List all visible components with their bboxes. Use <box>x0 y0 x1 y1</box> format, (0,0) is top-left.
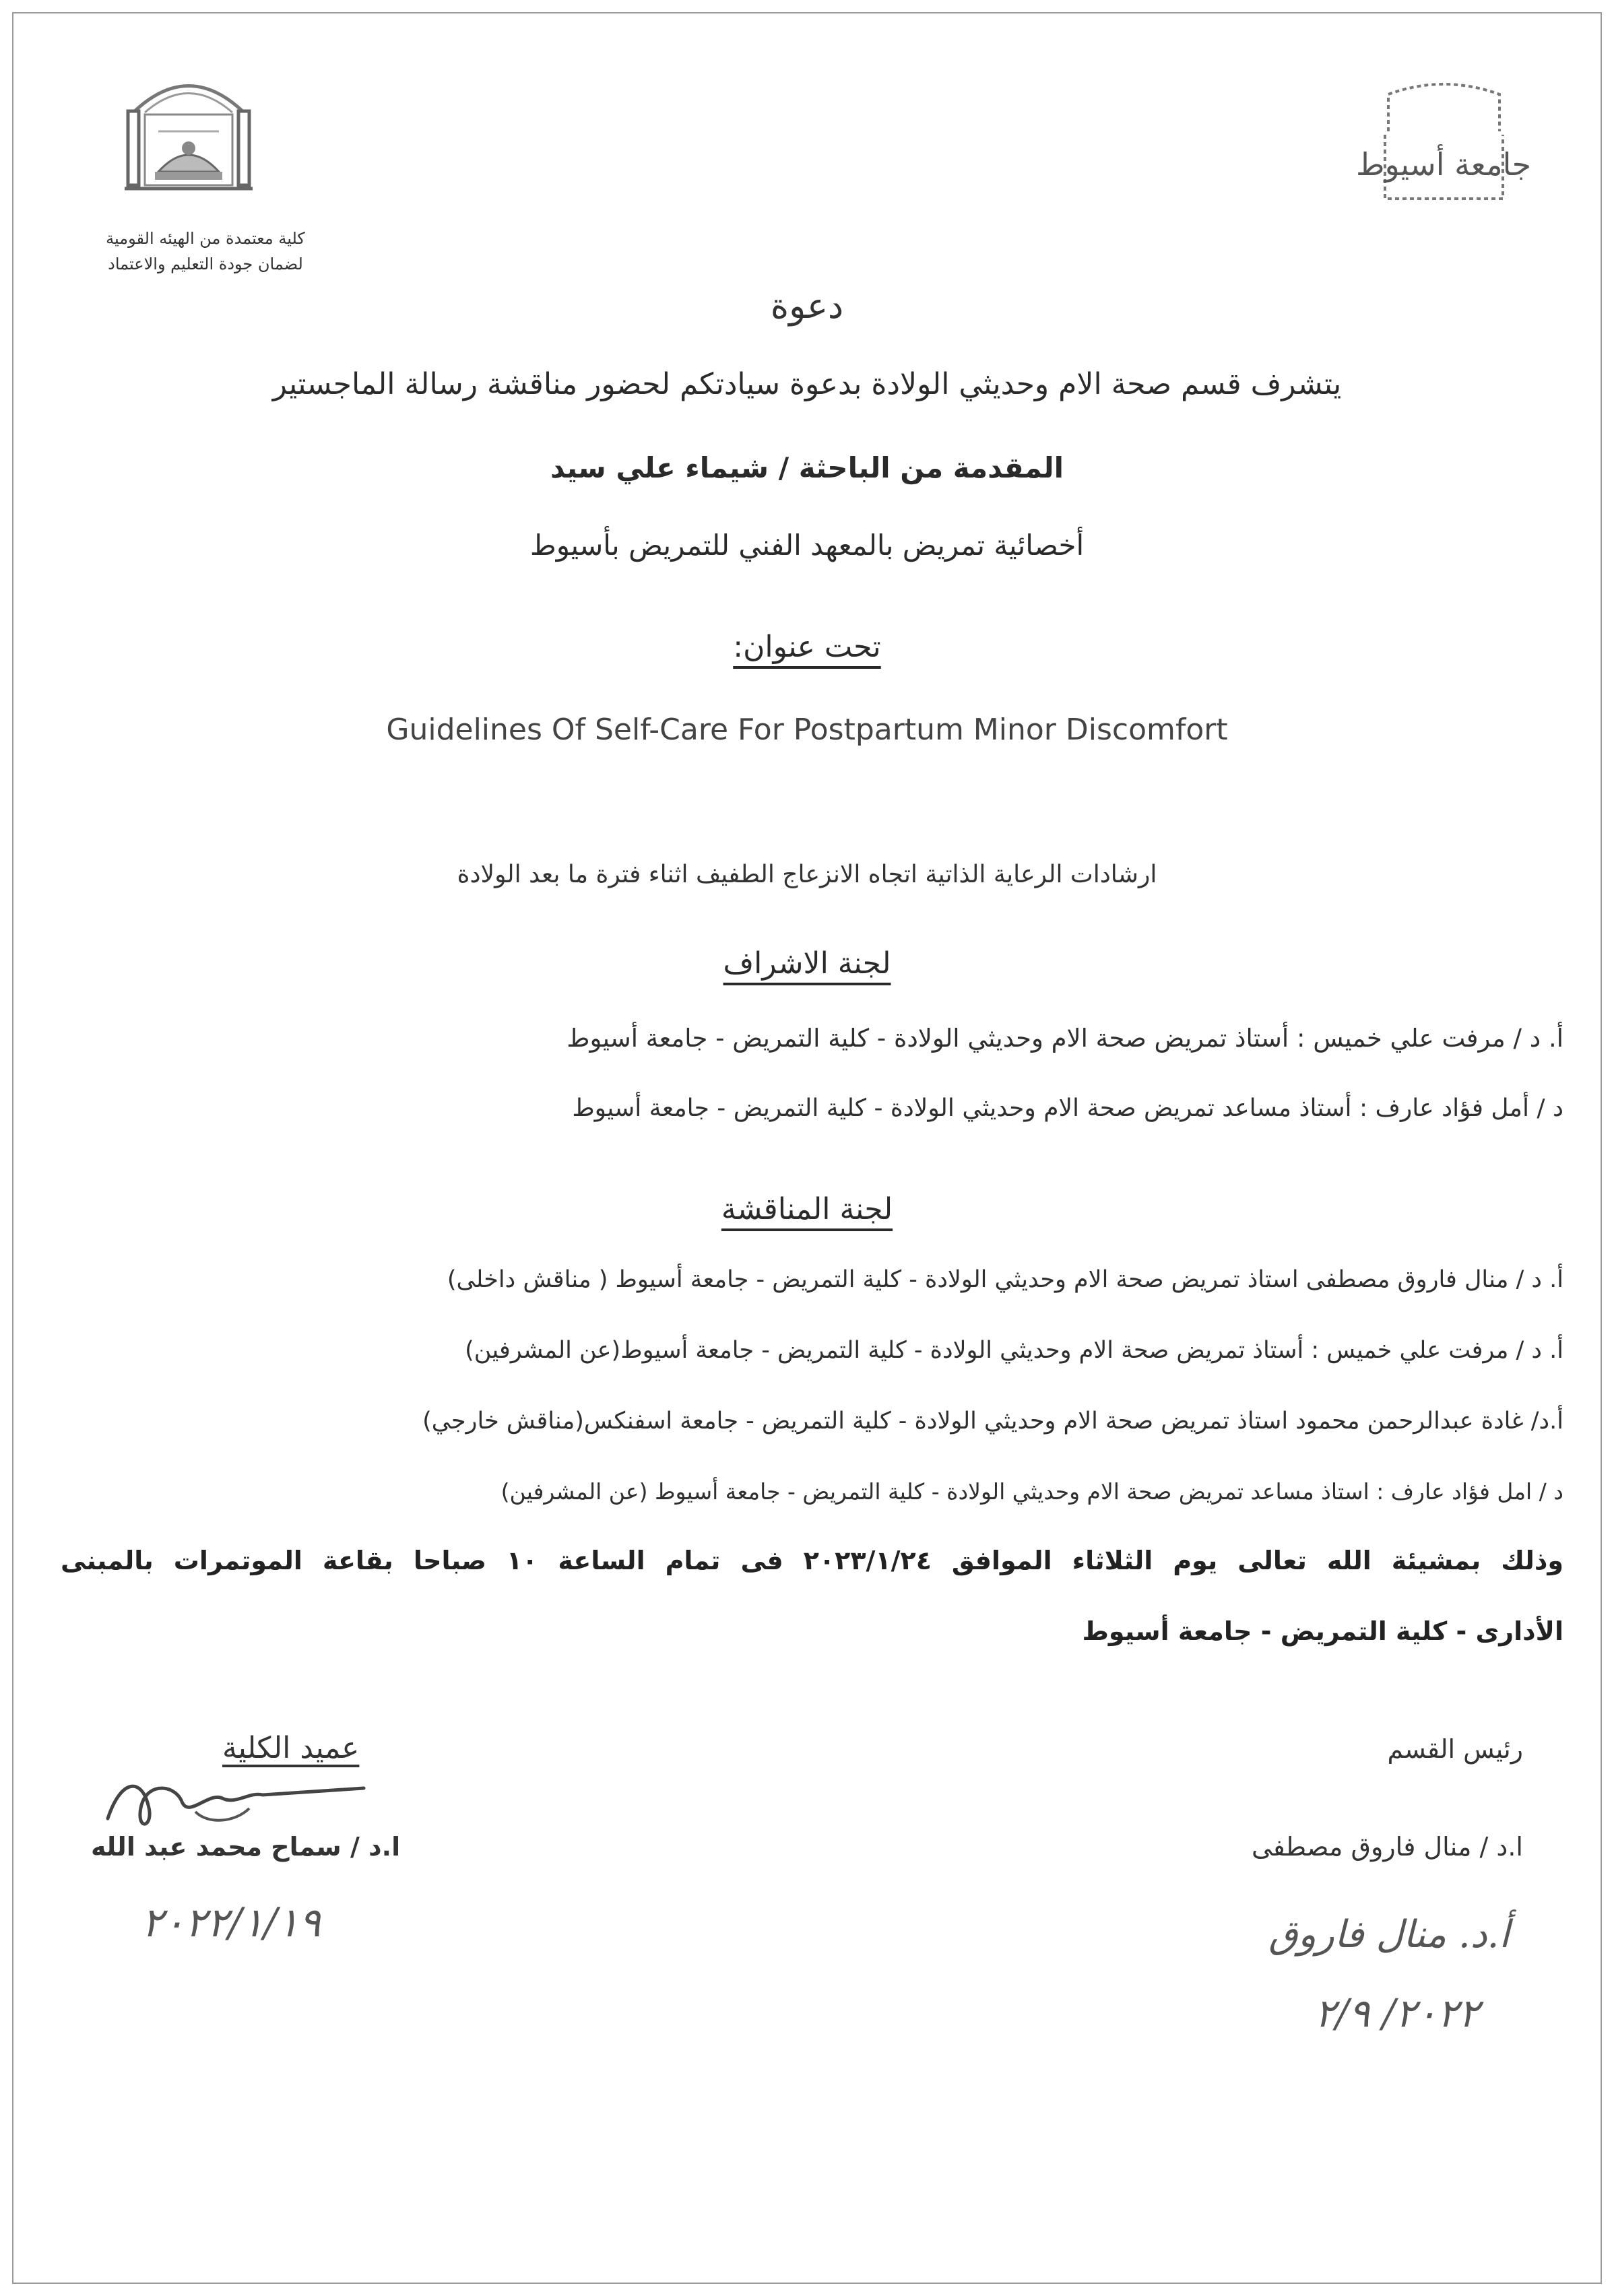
examiner-item: أ.د/ غادة عبدالرحمن محمود استاذ تمريض صحة الام وحديثي الولادة - كلية التمريض - جامعة اسفنكس(مناقش خارجي) <box>422 1408 1563 1435</box>
examiner-item: د / امل فؤاد عارف : استاذ مساعد تمريض صحة الام وحديثي الولادة - كلية التمريض - جامعة أسيوط (عن المشرفين) <box>501 1478 1563 1505</box>
thesis-title-heading: تحت عنوان: <box>733 630 881 664</box>
university-logo-icon <box>1355 77 1532 212</box>
dean-name: ا.د / سماح محمد عبد الله <box>91 1832 401 1862</box>
dean-signature-icon <box>94 1765 377 1839</box>
supervisor-item: أ. د / مرفت علي خميس : أستاذ تمريض صحة الام وحديثي الولادة - كلية التمريض - جامعة أسيوط <box>567 1024 1563 1053</box>
discussion-committee-heading: لجنة المناقشة <box>721 1192 893 1226</box>
thesis-title-arabic: ارشادات الرعاية الذاتية اتجاه الانزعاج الطفيف اثناء فترة ما بعد الولادة <box>457 861 1157 888</box>
thesis-title-english: Guidelines Of Self-Care For Postpartum Minor Discomfort <box>386 713 1228 747</box>
department-head-name: ا.د / منال فاروق مصطفى <box>1252 1832 1523 1862</box>
accreditation-text <box>64 226 347 277</box>
university-logo-text: جامعة أسيوط <box>1355 146 1532 183</box>
dean-title: عميد الكلية <box>222 1731 360 1765</box>
intro-line-1: يتشرف قسم صحة الام وحديثي الولادة بدعوة سيادتكم لحضور مناقشة رسالة الماجستير <box>272 367 1342 401</box>
researcher-line: المقدمة من الباحثة / شيماء علي سيد <box>550 451 1064 484</box>
department-head-signature: أ.د. منال فاروق <box>1268 1913 1510 1957</box>
department-head-date: ٢٠٢٢/ ٢/٩ <box>1314 1990 1479 2036</box>
closing-line-1: وذلك بمشيئة الله تعالى يوم الثلاثاء الموافق ٢٠٢٣/١/٢٤ فى تمام الساعة ١٠ صباحا بقاعة الموتمرات بالمبنى <box>61 1546 1564 1575</box>
supervision-committee-heading: لجنة الاشراف <box>723 946 891 981</box>
dean-date: ٢٠٢٢/١/١٩ <box>141 1899 321 1946</box>
researcher-position-line: أخصائية تمريض بالمعهد الفني للتمريض بأسيوط <box>529 529 1085 562</box>
examiner-item: أ. د / مرفت علي خميس : أستاذ تمريض صحة الام وحديثي الولادة - كلية التمريض - جامعة أسيوط(عن المشرفين) <box>465 1337 1563 1364</box>
closing-line-2: الأدارى - كلية التمريض - جامعة أسيوط <box>1082 1616 1563 1646</box>
invitation-title: دعوة <box>770 286 844 327</box>
examiner-item: أ. د / منال فاروق مصطفى استاذ تمريض صحة الام وحديثي الولادة - كلية التمريض - جامعة أسيوط ( مناقش داخلى) <box>447 1266 1563 1293</box>
department-head-title: رئيس القسم <box>1387 1734 1523 1764</box>
faculty-logo-icon <box>118 64 259 199</box>
supervisor-item: د / أمل فؤاد عارف : أستاذ مساعد تمريض صحة الام وحديثي الولادة - كلية التمريض - جامعة أسيوط <box>572 1094 1563 1122</box>
accreditation-line-2: لضمان جودة التعليم والاعتماد <box>108 255 303 273</box>
accreditation-line-1: كلية معتمدة من الهيئه القومية <box>106 229 305 248</box>
